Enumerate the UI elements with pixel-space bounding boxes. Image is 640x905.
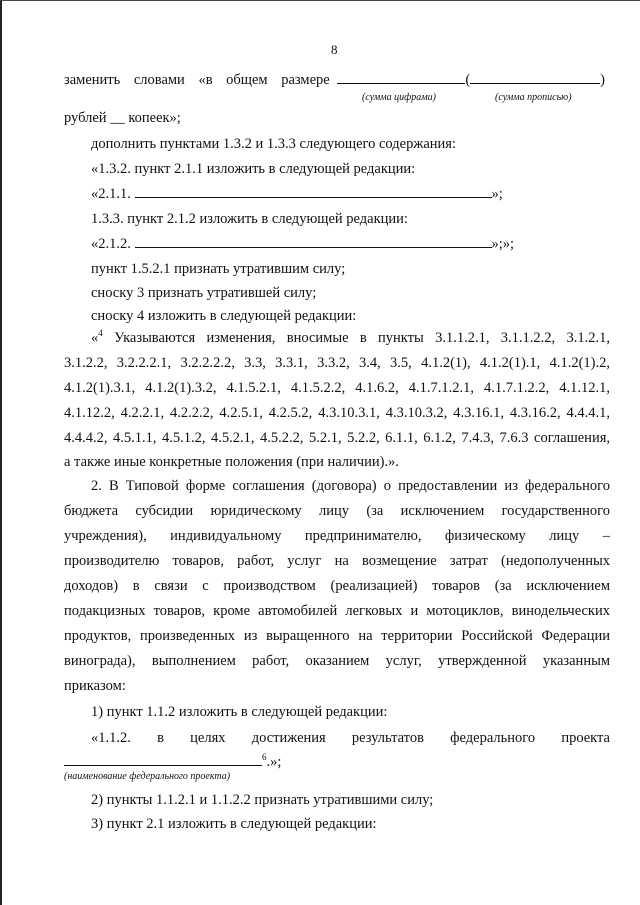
line-1-5-2-1: пункт 1.5.2.1 признать утратившим силу; [91,261,346,277]
line-footnote-4: сноску 4 изложить в следующей редакции: [91,308,357,324]
line-item-1: 1) пункт 1.1.2 изложить в следующей редакции: [91,704,388,720]
page-number: 8 [331,42,338,57]
line-project-name [64,753,281,771]
line-fn-text-2: 3.1.2.2, 3.2.2.2.1, 3.2.2.2.2, 3.3, 3.3.1, 3.3.2, 3.4, 3.5, 4.1.2(1), 4.1.2(1).1, 4.1.2(1).2, [64,355,610,371]
paren-close: ) [600,72,606,88]
item-2-1-1-label: «2.1.1. [91,186,131,202]
item-2-1-2-label: «2.1.2. [91,236,131,252]
line-fn-text-3: 4.1.2(1).3.1, 4.1.2(1).3.2, 4.1.5.2.1, 4.1.5.2.2, 4.1.6.2, 4.1.7.1.2.1, 4.1.7.1.2.2, 4.1.12.1, [64,380,610,396]
line-footnote-3: сноску 3 признать утратившей силу; [91,285,317,301]
item-2-1-1-blank [135,185,492,198]
line-para-2-7: продуктов, произведенных из выращенного на территории Российской Федерации [64,628,610,644]
line-1-3-3: 1.3.3. пункт 2.1.2 изложить в следующей редакции: [91,211,408,227]
line-2-1-2 [91,235,514,253]
sum-digits-blank [337,71,465,84]
line-para-2-2: бюджета субсидии юридическому лицу (за исключением государственного [64,503,610,519]
fn-superscript-4: 4 [98,328,103,338]
line-1-3-2: «1.3.2. пункт 2.1.1 изложить в следующей редакции: [91,161,416,177]
caption-sum-words: (сумма прописью) [495,92,572,103]
fn-superscript-6: 6 [262,752,267,762]
line-para-2-8: винограда), выполнением работ, оказанием услуг, утвержденной указанным [64,653,610,669]
scan-border-top [0,0,640,1]
line-para-2-3: учреждения), индивидуальному предпринимателю, физическому лицу – [64,528,610,544]
line-item-3: 3) пункт 2.1 изложить в следующей редакции: [91,816,377,832]
project-line-end: .»; [266,754,282,770]
line-para-2-9: приказом: [64,678,126,694]
line-para-2-1: 2. В Типовой форме соглашения (договора) о предоставлении из федерального [91,478,610,494]
line-fn-text-6: а также иные конкретные положения (при наличии).». [64,454,399,470]
paren-open: ( [465,72,471,88]
line-fn-text-5: 4.4.4.2, 4.5.1.1, 4.5.1.2, 4.5.2.1, 4.5.2.2, 5.2.1, 5.2.2, 6.1.1, 6.1.2, 7.4.3, 7.6.3 соглашения, [64,430,610,446]
line-para-2-5: доходов) в связи с производством (реализацией) товаров (за исключением [64,578,610,594]
line-add-points: дополнить пунктами 1.3.2 и 1.3.3 следующего содержания: [91,136,456,152]
line-fn-text-1 [91,329,610,347]
caption-sum-digits: (сумма цифрами) [362,92,436,103]
line-replace-words [64,71,605,89]
fn-text-1: Указываются изменения, вносимые в пункты 3.1.1.2.1, 3.1.1.2.2, 3.1.2.1, [102,330,610,346]
item-2-1-2-blank [135,235,492,248]
item-2-1-1-end: »; [491,186,503,202]
item-2-1-2-end: »;»; [491,236,515,252]
line-rubles-kopecks: рублей __ копеек»; [64,110,181,126]
sum-words-blank [470,71,600,84]
project-name-blank [64,753,262,766]
line-para-2-6: подакцизных товаров, кроме автомобилей легковых и мотоциклов, винодельческих [64,603,610,619]
line-para-2-4: производителю товаров, работ, услуг на возмещение затрат (недополученных [64,553,610,569]
replace-words-text: заменить словами «в общем размере [64,72,330,88]
fn-open-quote: « [91,330,99,346]
scan-border-left [0,0,2,905]
line-2-1-1 [91,185,503,203]
line-item-2: 2) пункты 1.1.2.1 и 1.1.2.2 признать утратившими силу; [91,792,434,808]
caption-project-name: (наименование федерального проекта) [64,771,231,782]
line-fn-text-4: 4.1.12.2, 4.2.2.1, 4.2.2.2, 4.2.5.1, 4.2.5.2, 4.3.10.3.1, 4.3.10.3.2, 4.3.16.1, 4.3.16.2, 4.4.4.1, [64,405,610,421]
line-item-1-1-2: «1.1.2. в целях достижения результатов федерального проекта [91,730,610,746]
